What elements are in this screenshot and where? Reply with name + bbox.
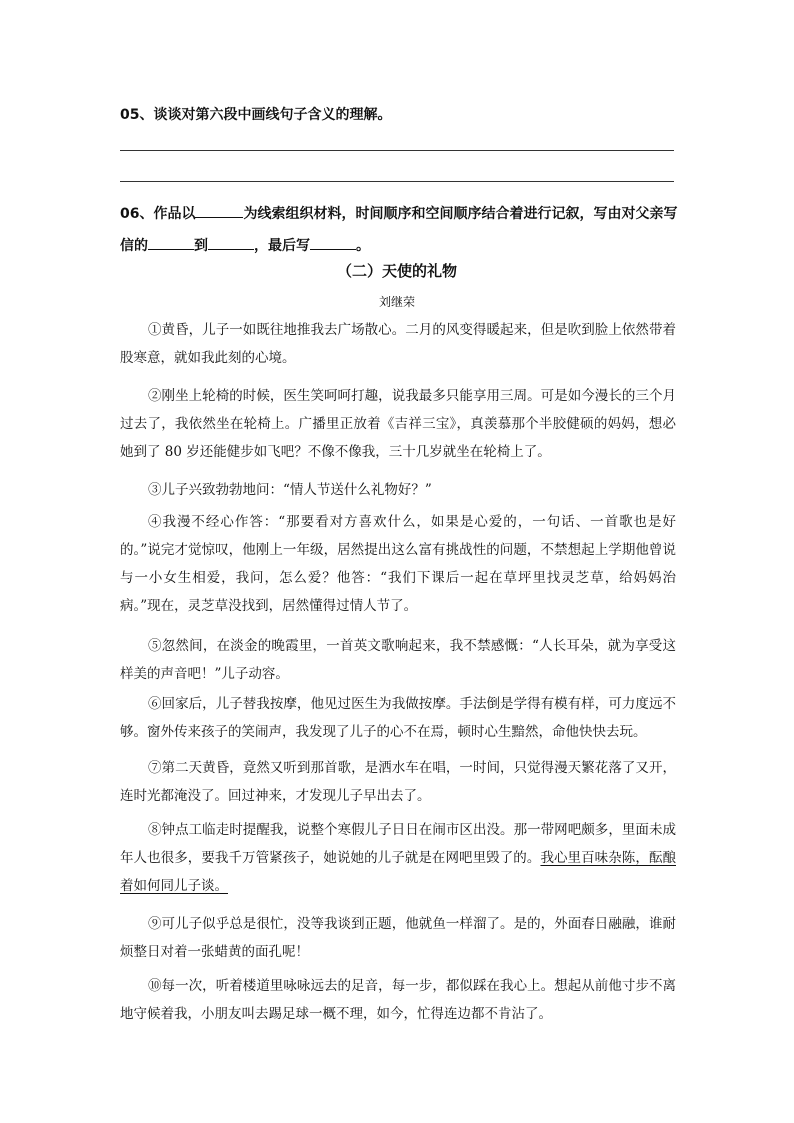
underlined-sentence: 我心里百味杂陈，酝酿着如何同儿子谈。 <box>120 850 676 894</box>
q06-part-d: 到 <box>194 238 208 254</box>
question-06 <box>120 198 680 262</box>
paragraph-7: ⑦第二天黄昏，竟然又听到那首歌，是洒水车在唱，一时间，只觉得漫天繁花落了又开，连时光都淹没了。回过神来，才发现儿子早出去了。 <box>120 760 676 804</box>
blank-2[interactable] <box>148 235 194 250</box>
q06-part-b: 为线索组织材料，时间顺序和空间顺序结合着进行记叙，写由对父亲写 <box>243 206 678 222</box>
q06-part-f: 。 <box>356 238 370 254</box>
paragraph-8-text: ⑧钟点工临走时提醒我，说整个寒假儿子日日在闹市区出没。那一带网吧颇多，里面未成年人也很多，要我千万管紧孩子，她说她的儿子就是在网吧里毁了的。 <box>120 822 676 866</box>
answer-line-2 <box>120 181 674 182</box>
q06-part-c: 信的 <box>120 238 148 254</box>
paragraph-5: ⑤忽然间，在淡金的晚霞里，一首英文歌响起来，我不禁感慨：“人长耳朵，就为享受这样美的声音吧！”儿子动容。 <box>120 638 676 682</box>
answer-line-1 <box>120 150 674 151</box>
paragraph-9: ⑨可儿子似乎总是很忙，没等我谈到正题，他就鱼一样溜了。是的，外面春日融融，谁耐烦整日对着一张蜡黄的面孔呢！ <box>120 916 676 960</box>
blank-3[interactable] <box>208 235 254 250</box>
paragraph-3: ③儿子兴致勃勃地问：“情人节送什么礼物好？” <box>148 482 432 498</box>
paragraph-8 <box>120 816 676 900</box>
paragraph-1: ①黄昏，儿子一如既往地推我去广场散心。二月的风变得暖起来，但是吹到脸上依然带着股寒意，就如我此刻的心境。 <box>120 322 676 366</box>
blank-4[interactable] <box>310 235 356 250</box>
article-title: （二）天使的礼物 <box>336 262 457 280</box>
paragraph-10: ⑩每一次，听着楼道里咏咏远去的足音，每一步，都似踩在我心上。想起从前他寸步不离地守候着我，小朋友叫去踢足球一概不理，如今，忙得连边都不肯沾了。 <box>120 978 676 1022</box>
paragraph-6: ⑥回家后，儿子替我按摩，他见过医生为我做按摩。手法倒是学得有模有样，可力度远不够。窗外传来孩子的笑闹声，我发现了儿子的心不在焉，顿时心生黯然，命他快快去玩。 <box>120 696 676 740</box>
article-author: 刘继荣 <box>378 295 415 309</box>
blank-1[interactable] <box>195 203 243 218</box>
question-05: 05、谈谈对第六段中画线句子含义的理解。 <box>120 107 392 123</box>
q06-part-e: ，最后写 <box>254 238 310 254</box>
paragraph-4: ④我漫不经心作答：“那要看对方喜欢什么，如果是心爱的，一句话、一首歌也是好的。”说完才觉惊叹，他刚上一年级，居然提出这么富有挑战性的问题，不禁想起上学期他曾说与一小女生相爱，我问，怎么爱？他答：“我们下课后一起在草坪里找灵芝草，给妈妈治病。”现在，灵芝草没找到，居然懂得过情人节了。 <box>120 514 676 614</box>
paragraph-2: ②刚坐上轮椅的时候，医生笑呵呵打趣，说我最多只能享用三周。可是如今漫长的三个月过去了，我依然坐在轮椅上。广播里正放着《吉祥三宝》，真羡慕那个半胶健硕的妈妈，想必她到了 80 岁还能健步如飞吧？不像不像我，三十几岁就坐在轮椅上了。 <box>120 388 676 460</box>
q06-part-a: 06、作品以 <box>120 206 196 222</box>
